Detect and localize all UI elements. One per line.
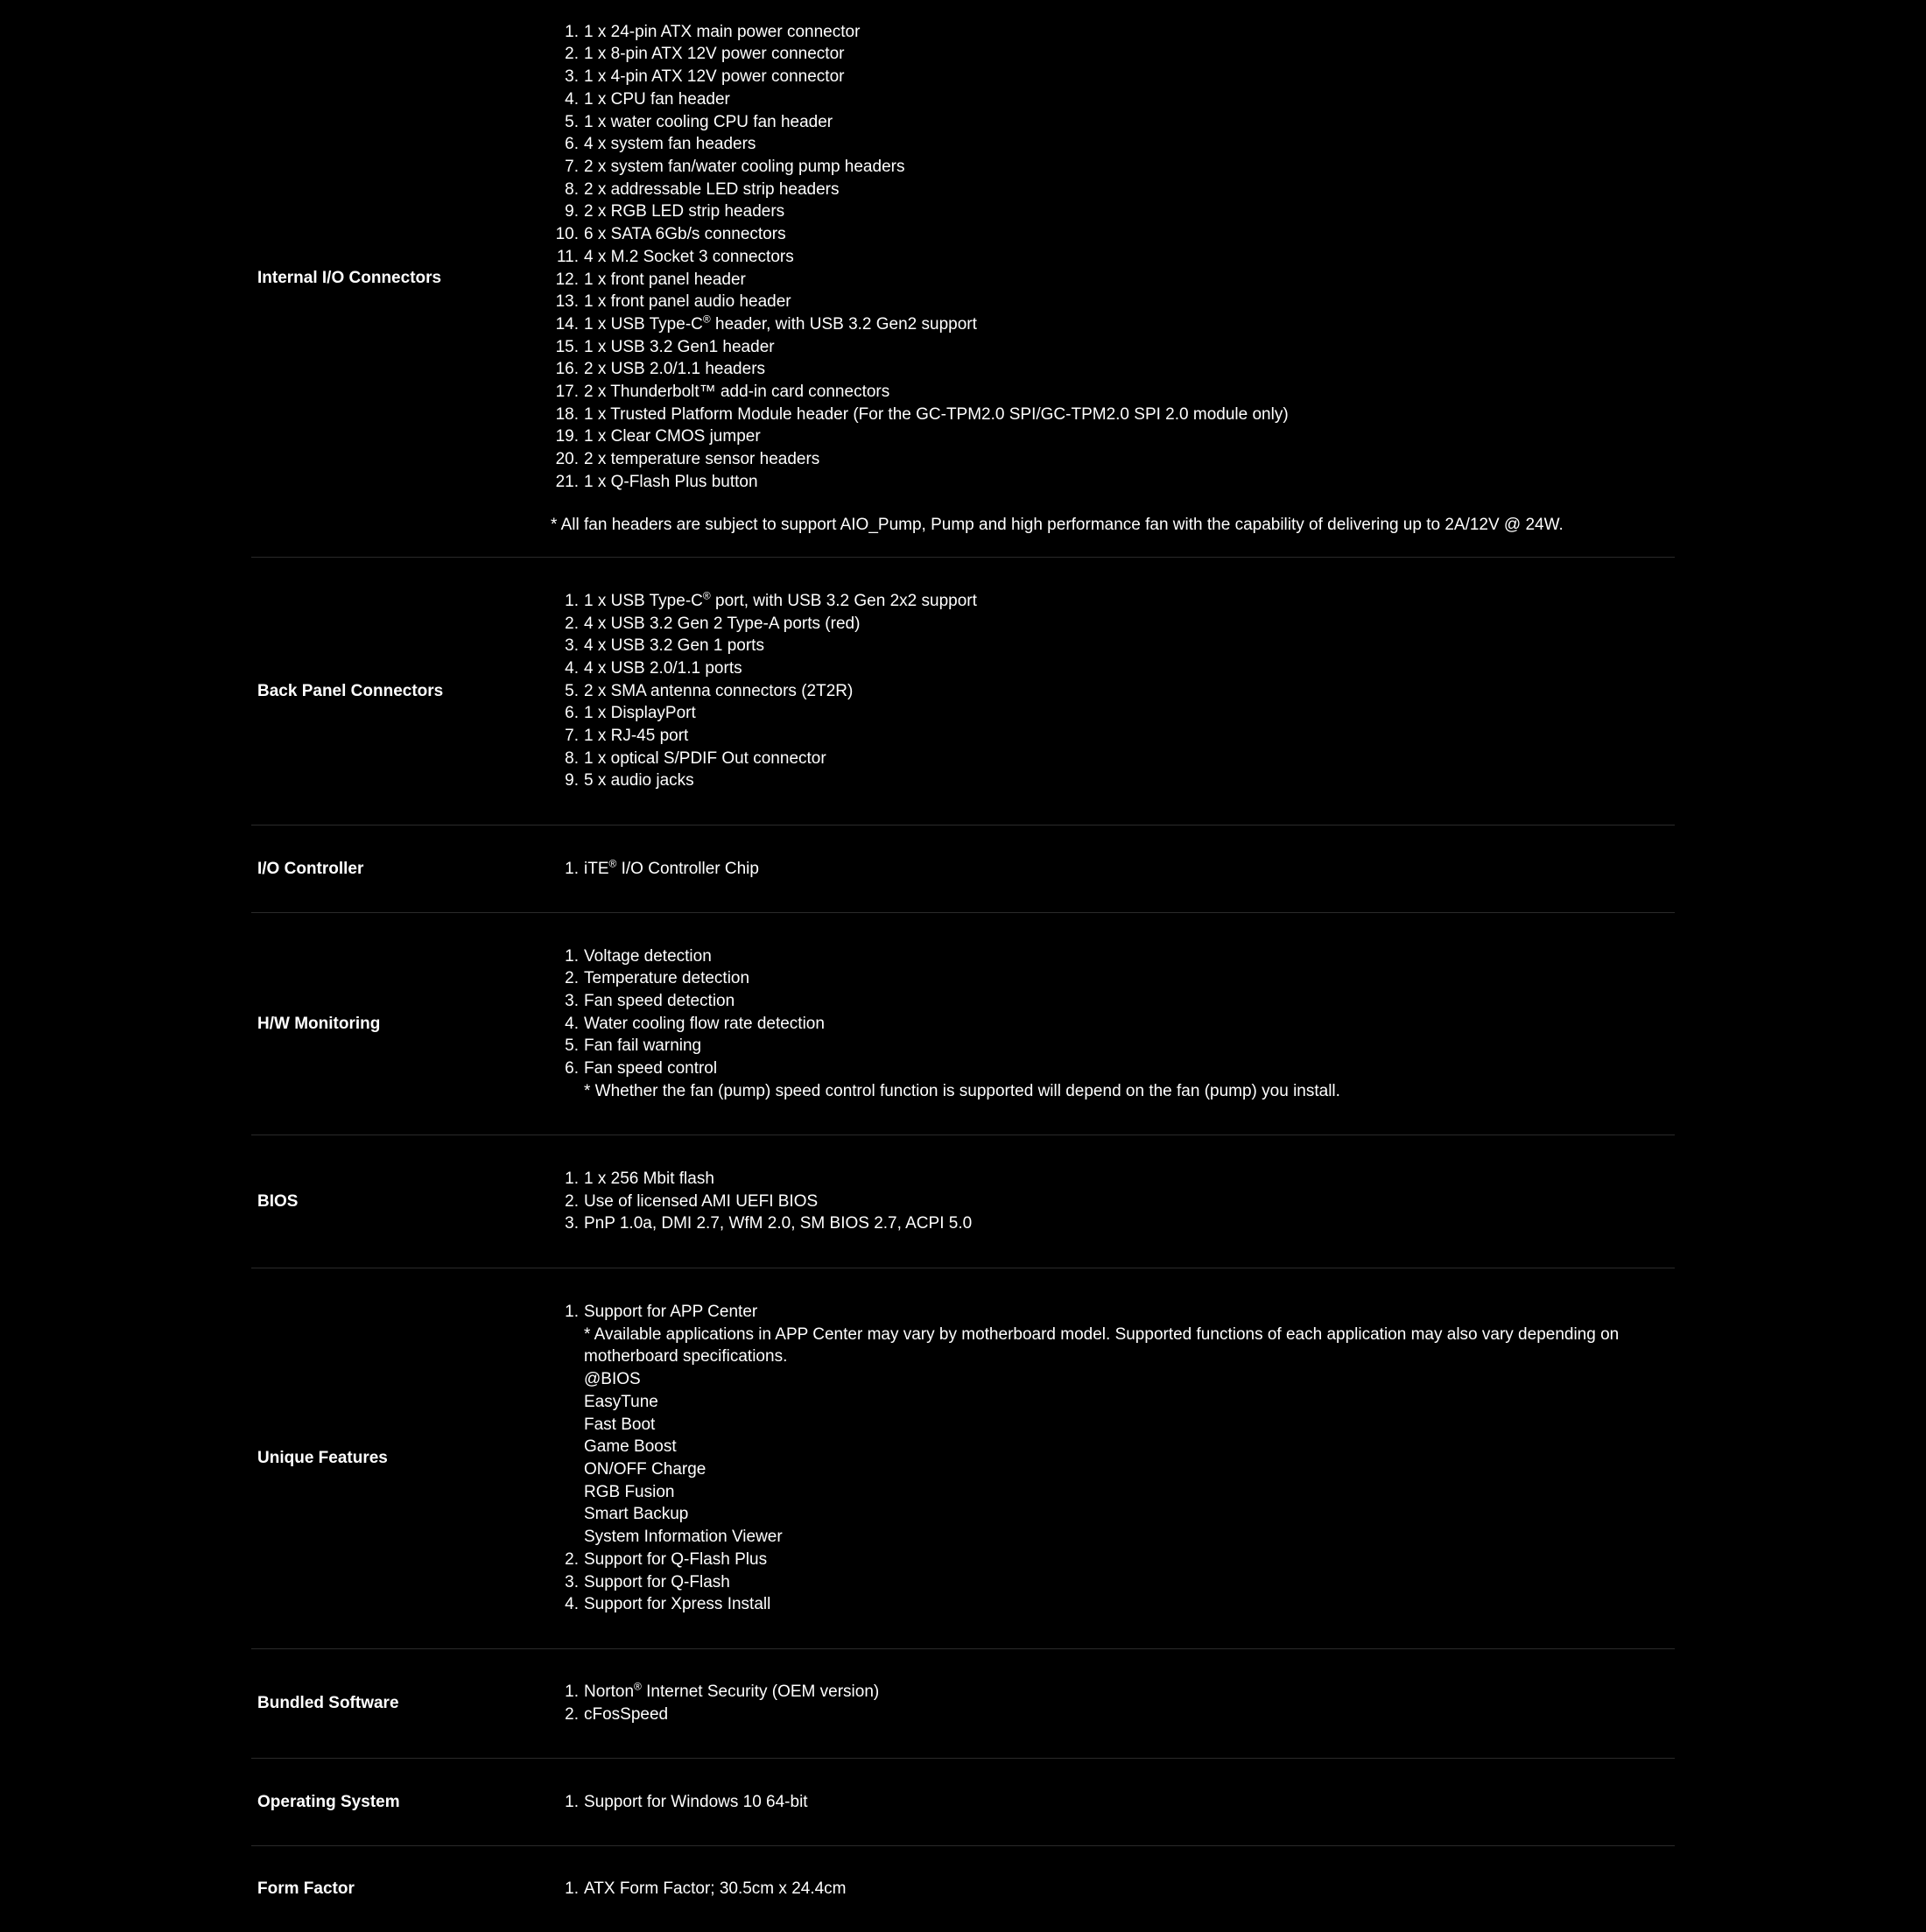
list-item: 5. 2 x SMA antenna connectors (2T2R) bbox=[565, 681, 854, 700]
spec-row-bios bbox=[251, 1135, 1675, 1268]
list-item: 14. 1 x USB Type-C® header, with USB 3.2 Gen2 support bbox=[555, 313, 977, 334]
list-item: 8. 1 x optical S/PDIF Out connector bbox=[565, 748, 826, 768]
list-item: 6. 1 x DisplayPort bbox=[565, 704, 696, 723]
spec-value bbox=[547, 945, 1675, 1103]
list-item: 3. PnP 1.0a, DMI 2.7, WfM 2.0, SM BIOS 2.7, ACPI 5.0 bbox=[565, 1214, 973, 1233]
spec-row-hw-monitoring bbox=[251, 913, 1675, 1135]
spec-value bbox=[547, 1878, 1675, 1900]
list-item: 11. 4 x M.2 Socket 3 connectors bbox=[556, 247, 794, 266]
list-item: 3. Fan speed detection bbox=[565, 991, 735, 1010]
spec-label: Bundled Software bbox=[257, 1694, 399, 1712]
list-item: 9. 5 x audio jacks bbox=[565, 771, 694, 790]
bios-list bbox=[547, 1168, 1675, 1235]
list-item: 2. Use of licensed AMI UEFI BIOS bbox=[565, 1191, 819, 1211]
list-item: 13. 1 x front panel audio header bbox=[555, 292, 791, 312]
list-item: 3. 4 x USB 3.2 Gen 1 ports bbox=[565, 636, 764, 656]
internal-io-list bbox=[547, 21, 1675, 494]
list-item: 4. 4 x USB 2.0/1.1 ports bbox=[565, 658, 742, 678]
back-panel-list bbox=[547, 590, 1675, 792]
list-item: 1. iTE® I/O Controller Chip bbox=[565, 857, 759, 878]
unique-features-list bbox=[547, 1301, 1675, 1324]
list-item: 2. 1 x 8-pin ATX 12V power connector bbox=[565, 45, 845, 64]
list-item: 1. Norton® Internet Security (OEM version) bbox=[565, 1680, 880, 1702]
spec-row-internal-io bbox=[251, 0, 1675, 558]
list-item: 19. 1 x Clear CMOS jumper bbox=[555, 427, 761, 446]
list-item: 1. 1 x 256 Mbit flash bbox=[565, 1169, 714, 1188]
spec-row-os bbox=[251, 1759, 1675, 1846]
spec-value bbox=[547, 1681, 1675, 1725]
list-item: 1. Support for APP Center bbox=[565, 1303, 758, 1322]
list-item: 6. Fan speed control bbox=[565, 1059, 718, 1078]
spec-label: H/W Monitoring bbox=[257, 1014, 381, 1033]
app-center-note: * Available applications in APP Center may vary by motherboard model. Supported functions of each application may also vary depending on motherboard specifications. bbox=[584, 1324, 1620, 1366]
list-item: 2. cFosSpeed bbox=[565, 1705, 669, 1724]
list-item: 5. Fan fail warning bbox=[565, 1036, 702, 1056]
spec-value bbox=[547, 1301, 1675, 1616]
bundled-software-list bbox=[547, 1681, 1675, 1725]
spec-label: Form Factor bbox=[257, 1879, 355, 1898]
spec-value bbox=[547, 590, 1675, 792]
app-name: EasyTune bbox=[584, 1392, 658, 1411]
list-item: 1. ATX Form Factor; 30.5cm x 24.4cm bbox=[565, 1879, 847, 1899]
spec-label: Back Panel Connectors bbox=[257, 681, 444, 700]
list-item: 8. 2 x addressable LED strip headers bbox=[565, 179, 840, 199]
list-item: 4. Support for Xpress Install bbox=[565, 1595, 771, 1614]
app-name: @BIOS bbox=[584, 1370, 641, 1389]
list-item: 9. 2 x RGB LED strip headers bbox=[565, 202, 785, 221]
list-item: 12. 1 x front panel header bbox=[555, 270, 746, 289]
list-item: 7. 2 x system fan/water cooling pump headers bbox=[565, 157, 905, 176]
list-item: 3. 1 x 4-pin ATX 12V power connector bbox=[565, 67, 845, 87]
unique-features-list-rest bbox=[547, 1549, 1675, 1616]
list-item: 5. 1 x water cooling CPU fan header bbox=[565, 112, 833, 131]
list-item: 16. 2 x USB 2.0/1.1 headers bbox=[555, 360, 766, 379]
os-list bbox=[547, 1791, 1675, 1814]
app-name: ON/OFF Charge bbox=[584, 1460, 706, 1479]
list-item: 6. 4 x system fan headers bbox=[565, 135, 756, 154]
spec-value bbox=[547, 1791, 1675, 1814]
app-name: Game Boost bbox=[584, 1437, 677, 1457]
spec-row-back-panel bbox=[251, 558, 1675, 825]
list-item: 2. Support for Q-Flash Plus bbox=[565, 1549, 768, 1569]
io-controller-list bbox=[547, 858, 1675, 881]
list-item: 3. Support for Q-Flash bbox=[565, 1572, 730, 1591]
list-item: 1. Voltage detection bbox=[565, 946, 712, 966]
list-item: 10. 6 x SATA 6Gb/s connectors bbox=[555, 225, 786, 244]
app-name: Fast Boot bbox=[584, 1415, 656, 1434]
spec-value bbox=[547, 858, 1675, 881]
fan-header-note: * All fan headers are subject to support AIO_Pump, Pump and high performance fan with the capability of delivering up to 2A/12V @ 24W. bbox=[551, 515, 1564, 534]
spec-label: I/O Controller bbox=[257, 859, 364, 878]
hw-monitoring-list bbox=[547, 945, 1675, 1080]
app-name: RGB Fusion bbox=[584, 1482, 675, 1501]
app-name: System Information Viewer bbox=[584, 1528, 783, 1547]
spec-value bbox=[547, 21, 1675, 536]
spec-row-bundled-software bbox=[251, 1649, 1675, 1759]
spec-label: Operating System bbox=[257, 1792, 400, 1811]
list-item: 4. 1 x CPU fan header bbox=[565, 89, 730, 109]
spec-row-form-factor bbox=[251, 1846, 1675, 1932]
list-item: 1. 1 x USB Type-C® port, with USB 3.2 Gen 2x2 support bbox=[565, 589, 977, 610]
list-item: 17. 2 x Thunderbolt™ add-in card connectors bbox=[555, 383, 890, 402]
list-item: 1. 1 x 24-pin ATX main power connector bbox=[565, 22, 861, 41]
list-item: 21. 1 x Q-Flash Plus button bbox=[555, 472, 758, 491]
list-item: 7. 1 x RJ-45 port bbox=[565, 727, 689, 746]
list-item: 4. Water cooling flow rate detection bbox=[565, 1014, 825, 1033]
list-item: 20. 2 x temperature sensor headers bbox=[555, 450, 820, 469]
spec-row-io-controller bbox=[251, 825, 1675, 913]
list-item: 15. 1 x USB 3.2 Gen1 header bbox=[555, 337, 775, 356]
spec-row-unique-features bbox=[251, 1268, 1675, 1649]
spec-label: BIOS bbox=[257, 1191, 299, 1211]
list-item: 18. 1 x Trusted Platform Module header (For the GC-TPM2.0 SPI/GC-TPM2.0 SPI 2.0 module only) bbox=[555, 404, 1289, 424]
spec-table bbox=[251, 0, 1675, 1932]
form-factor-list bbox=[547, 1878, 1675, 1900]
spec-label: Internal I/O Connectors bbox=[257, 269, 442, 287]
app-name: Smart Backup bbox=[584, 1505, 689, 1524]
list-item: 2. Temperature detection bbox=[565, 969, 750, 988]
list-item: 2. 4 x USB 3.2 Gen 2 Type-A ports (red) bbox=[565, 614, 861, 633]
spec-value bbox=[547, 1168, 1675, 1235]
list-item: 1. Support for Windows 10 64-bit bbox=[565, 1792, 808, 1811]
fan-control-note: * Whether the fan (pump) speed control function is supported will depend on the fan (pump) you install. bbox=[584, 1081, 1340, 1100]
spec-label: Unique Features bbox=[257, 1449, 388, 1467]
